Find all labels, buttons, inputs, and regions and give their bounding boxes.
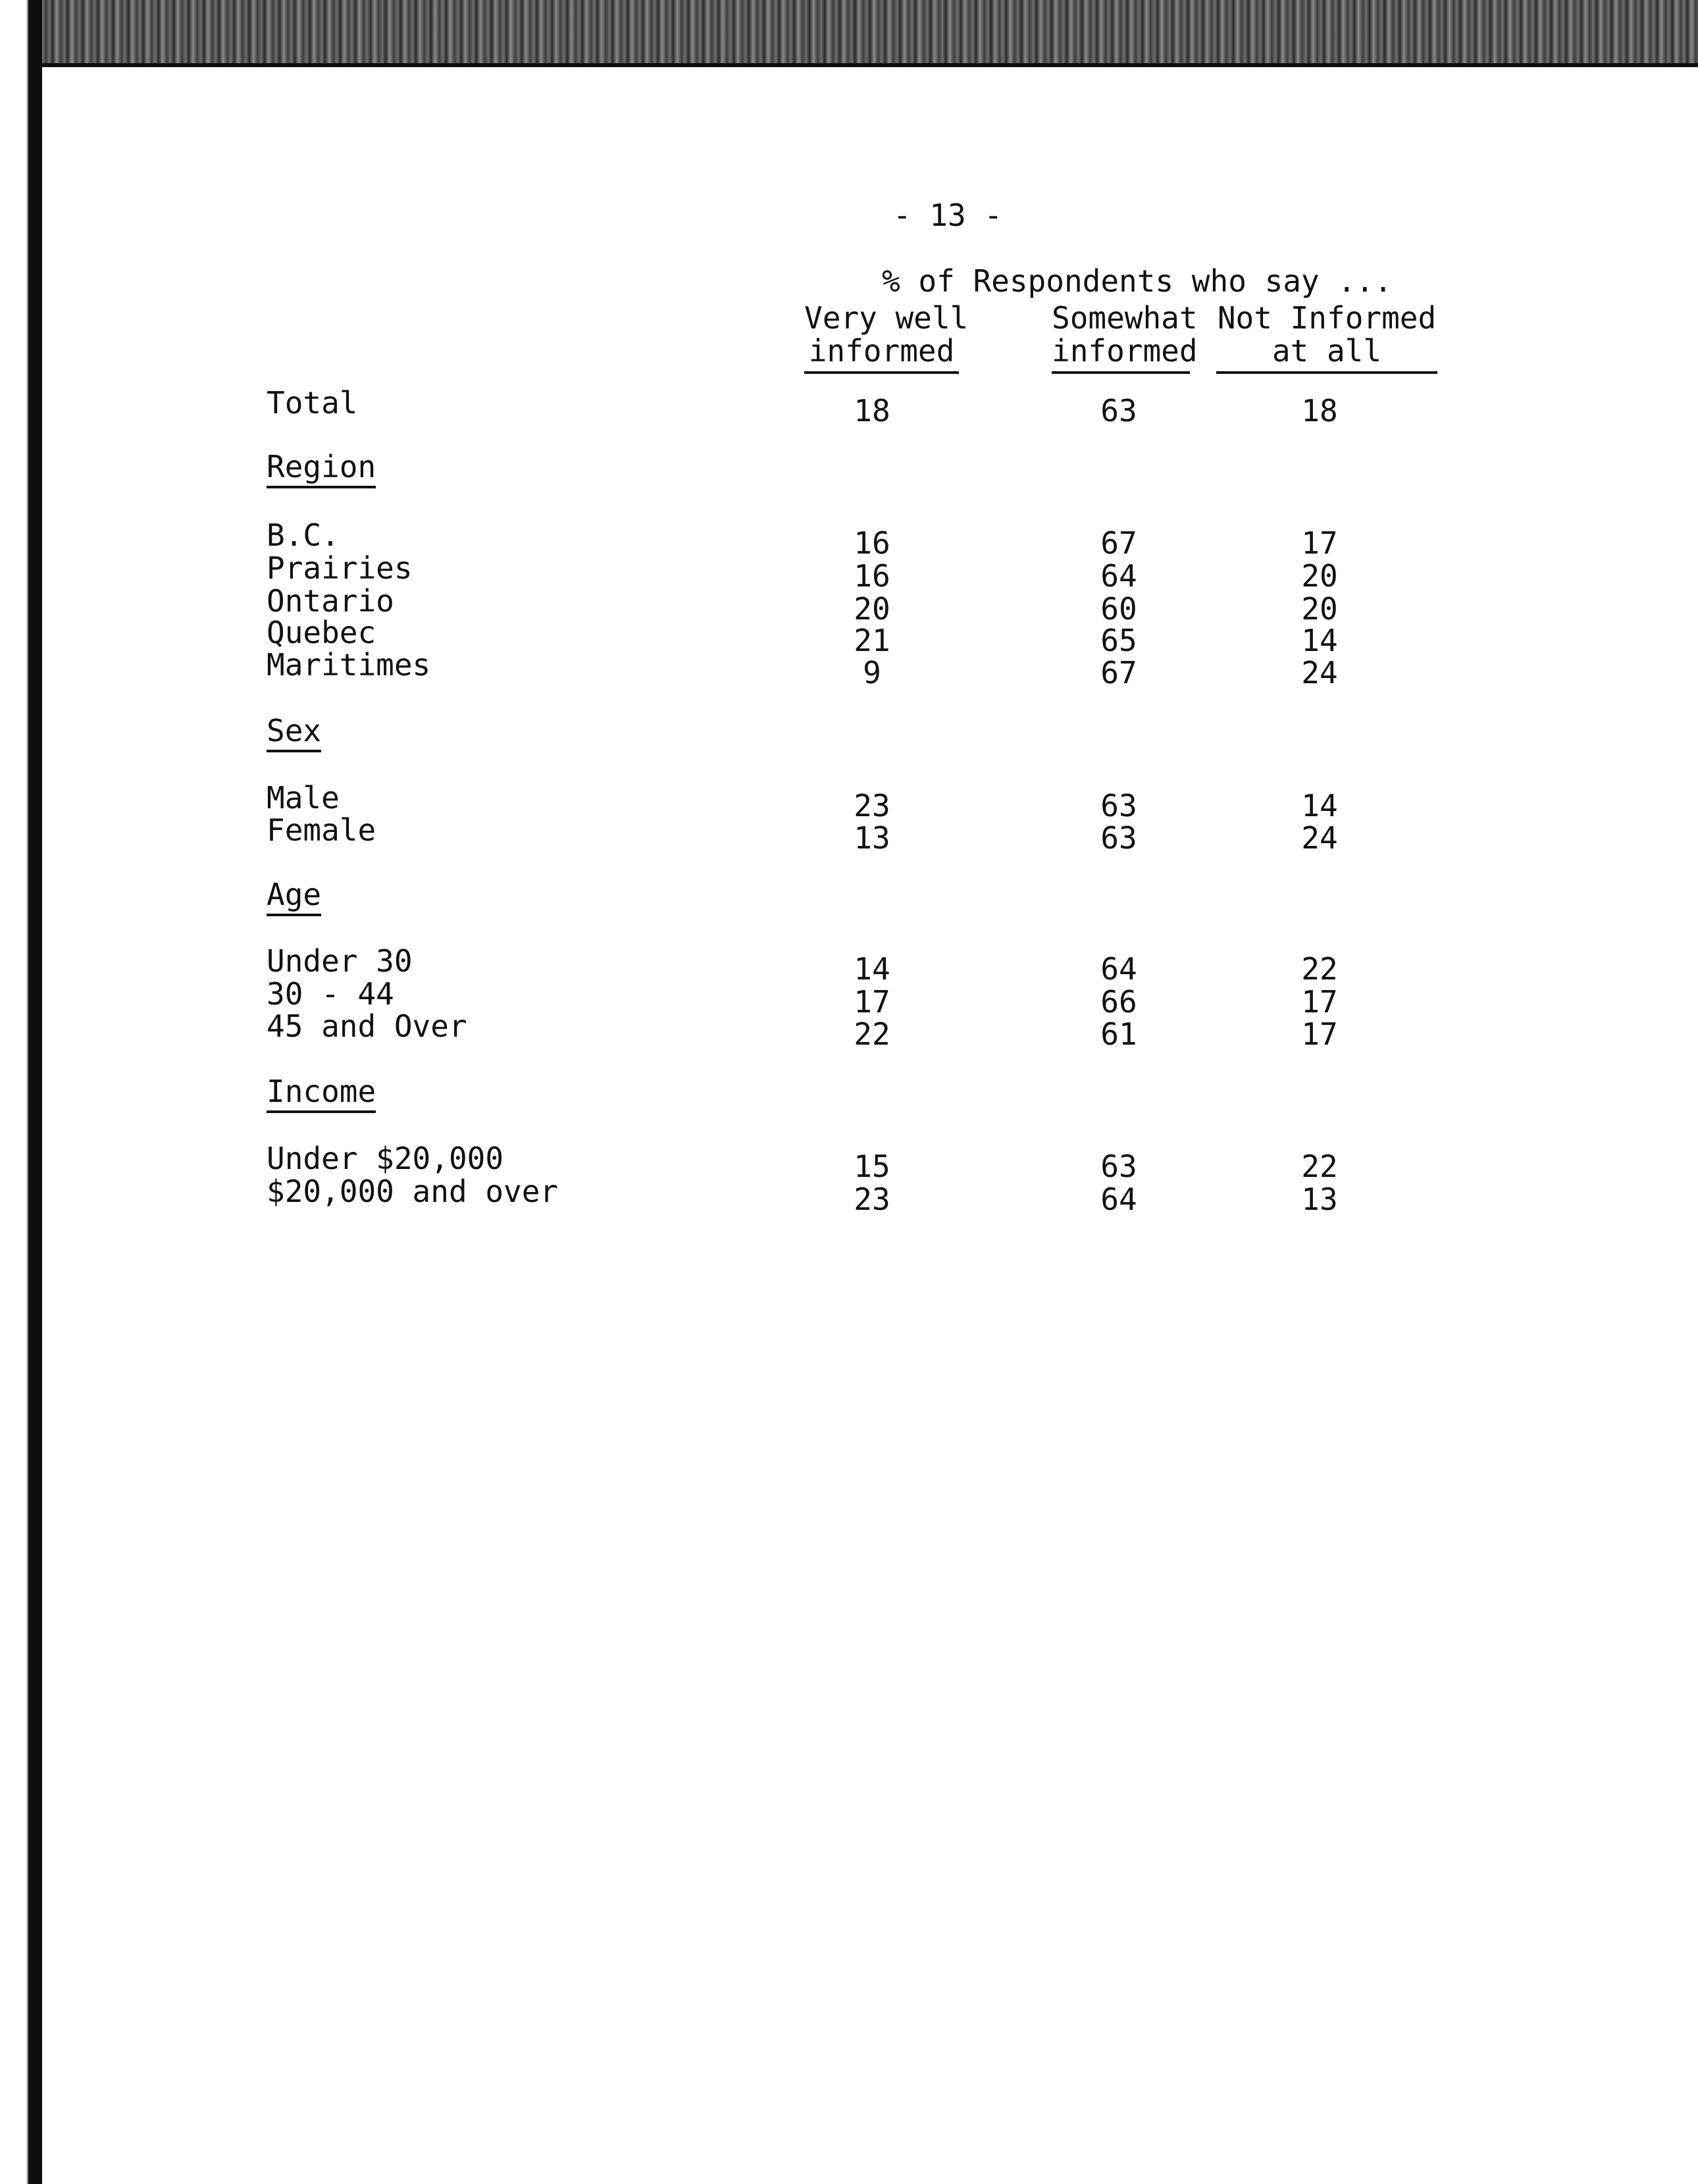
row-label: Ontario	[267, 583, 394, 619]
table-cell: 13	[1301, 1182, 1338, 1217]
row-label: Prairies	[267, 550, 413, 586]
table-cell: 63	[1100, 393, 1137, 429]
table-cell: 61	[1100, 1016, 1137, 1052]
table-cell: 60	[1100, 591, 1137, 627]
table-cell: 67	[1100, 525, 1137, 561]
row-label: Female	[267, 812, 376, 848]
table-cell: 64	[1100, 558, 1137, 594]
table-cell: 13	[854, 820, 890, 856]
table-cell: 21	[854, 623, 890, 658]
table-cell: 20	[1301, 591, 1338, 627]
table-cell: 63	[1100, 820, 1137, 856]
table-cell: 23	[854, 788, 890, 823]
table-cell: 17	[1301, 984, 1338, 1020]
page-number: - 13 -	[892, 197, 1003, 233]
table-cell: 9	[863, 655, 881, 690]
table-cell: 23	[854, 1182, 890, 1217]
row-label: Total	[267, 385, 358, 421]
column-header-very-well-informed: Very well informed	[804, 301, 959, 367]
column-header-somewhat-informed: Somewhat informed	[1052, 301, 1190, 367]
table-cell: 20	[854, 591, 890, 627]
section-heading: Income	[267, 1074, 376, 1109]
section-heading: Sex	[267, 713, 321, 748]
table-cell: 16	[854, 525, 890, 561]
row-label: Quebec	[267, 615, 376, 650]
row-label: 45 and Over	[267, 1008, 467, 1044]
scan-edge-top	[0, 0, 1698, 67]
row-label: 30 - 44	[267, 976, 394, 1012]
table-cell: 24	[1301, 655, 1338, 690]
table-cell: 16	[854, 558, 890, 594]
table-cell: 14	[854, 951, 890, 987]
table-group-header: % of Respondents who say ...	[882, 263, 1393, 299]
table-cell: 14	[1301, 788, 1338, 823]
table-cell: 22	[854, 1016, 890, 1052]
table-cell: 17	[1301, 1016, 1338, 1052]
table-cell: 18	[1301, 393, 1338, 429]
section-heading: Region	[267, 449, 376, 484]
table-cell: 22	[1301, 1149, 1338, 1184]
row-label: Male	[267, 780, 340, 816]
table-cell: 22	[1301, 951, 1338, 987]
table-cell: 63	[1100, 1149, 1137, 1184]
table-cell: 15	[854, 1149, 890, 1184]
table-cell: 17	[854, 984, 890, 1020]
row-label: B.C.	[267, 517, 340, 553]
row-label: Maritimes	[267, 647, 431, 683]
table-cell: 63	[1100, 788, 1137, 823]
row-label: Under 30	[267, 943, 413, 979]
scan-edge-left	[0, 0, 42, 2184]
table-cell: 18	[854, 393, 890, 429]
table-cell: 64	[1100, 1182, 1137, 1217]
table-cell: 64	[1100, 951, 1137, 987]
table-cell: 17	[1301, 525, 1338, 561]
row-label: $20,000 and over	[267, 1174, 559, 1209]
column-header-not-informed-at-all: Not Informed at all	[1216, 301, 1437, 367]
table-cell: 66	[1100, 984, 1137, 1020]
table-cell: 20	[1301, 558, 1338, 594]
row-label: Under $20,000	[267, 1141, 504, 1176]
section-heading: Age	[267, 877, 321, 912]
table-cell: 14	[1301, 623, 1338, 658]
table-cell: 65	[1100, 623, 1137, 658]
table-cell: 67	[1100, 655, 1137, 690]
table-cell: 24	[1301, 820, 1338, 856]
